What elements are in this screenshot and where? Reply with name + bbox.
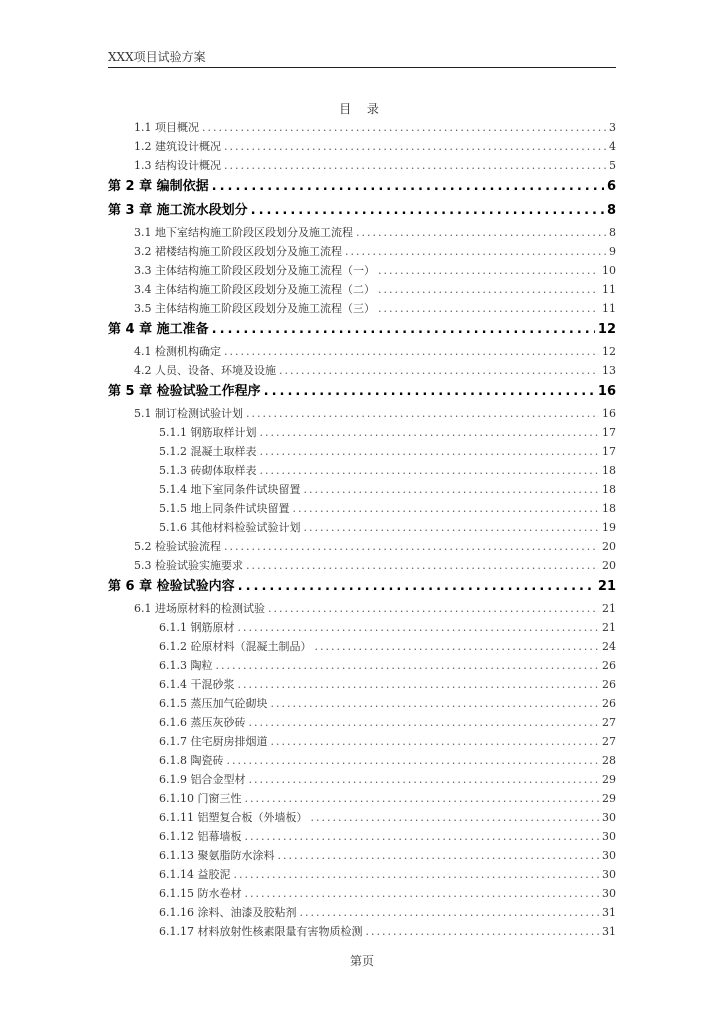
toc-entry-label [159, 790, 242, 807]
toc-section-entry[interactable] [108, 460, 616, 479]
toc-dot-leader [246, 557, 599, 574]
toc-dot-leader [234, 866, 600, 883]
toc-entry-label [159, 714, 246, 731]
toc-entry-text: 检测机构确定 [155, 345, 221, 358]
toc-dot-leader [260, 443, 600, 460]
toc-section-entry[interactable] [108, 155, 616, 174]
toc-dot-leader [293, 500, 600, 517]
toc-entry-number: 5.1.5 [159, 502, 187, 515]
toc-page-number: 31 [602, 925, 616, 938]
toc-entry-text: 编制依据 [156, 179, 209, 194]
toc-page-number: 21 [602, 621, 616, 634]
toc-entry-label [159, 619, 235, 636]
toc-dot-leader [356, 224, 606, 241]
toc-page-number: 30 [602, 830, 616, 843]
toc-entry-number: 6.1.1 [159, 621, 187, 634]
toc-section-entry[interactable] [108, 674, 616, 693]
toc-section-entry[interactable] [108, 441, 616, 460]
toc-entry-text: 铝合金型材 [190, 773, 246, 786]
toc-entry-text: 钢筋取样计划 [190, 426, 257, 439]
toc-dot-leader [224, 157, 606, 174]
toc-section-entry[interactable] [108, 693, 616, 712]
toc-page-number: 26 [602, 659, 616, 672]
toc-section-entry[interactable] [108, 117, 616, 136]
toc-page-number: 29 [602, 792, 616, 805]
toc-entry-label [134, 262, 375, 279]
toc-page-number: 5 [609, 159, 616, 172]
toc-dot-leader [238, 676, 600, 693]
toc-entry-label [159, 885, 242, 902]
toc-page-number: 26 [602, 697, 616, 710]
toc-entry-label [159, 923, 363, 940]
toc-dot-leader [212, 319, 595, 341]
toc-entry-number: 第 5 章 [108, 384, 153, 399]
toc-dot-leader [366, 923, 600, 940]
toc-entry-number: 5.1.1 [159, 426, 187, 439]
toc-dot-leader [300, 904, 600, 921]
toc-chapter-entry[interactable] [108, 174, 616, 198]
page-footer: 第页 [349, 954, 374, 968]
toc-section-entry[interactable] [108, 536, 616, 555]
toc-page-number: 13 [602, 364, 616, 377]
toc-chapter-entry[interactable] [108, 574, 616, 598]
toc-entry-label [159, 828, 242, 845]
toc-entry-text: 防水卷材 [197, 887, 242, 900]
toc-entry-label [159, 676, 235, 693]
toc-section-entry[interactable] [108, 788, 616, 807]
toc-entry-text: 干混砂浆 [190, 678, 235, 691]
toc-dot-leader [249, 714, 600, 731]
toc-entry-text: 砖砌体取样表 [190, 464, 257, 477]
toc-section-entry[interactable] [108, 279, 616, 298]
toc-section-entry[interactable] [108, 517, 616, 536]
toc-section-entry[interactable] [108, 883, 616, 902]
toc-section-entry[interactable] [108, 750, 616, 769]
toc-entry-label [159, 500, 290, 517]
toc-entry-label [134, 243, 342, 260]
toc-entry-number: 1.1 [134, 121, 152, 134]
toc-entry-number: 5.1.6 [159, 521, 187, 534]
toc-entry-text: 地下室同条件试块留置 [190, 483, 301, 496]
toc-dot-leader [202, 119, 606, 136]
toc-entry-number: 5.1.4 [159, 483, 187, 496]
toc-entry-text: 其他材料检验试验计划 [190, 521, 301, 534]
toc-section-entry[interactable] [108, 921, 616, 940]
toc-entry-number: 5.1.3 [159, 464, 187, 477]
toc-dot-leader [264, 381, 595, 403]
toc-section-entry[interactable] [108, 769, 616, 788]
toc-entry-text: 施工准备 [156, 322, 209, 337]
toc-entry-label [134, 343, 221, 360]
toc-entry-label [108, 381, 261, 403]
toc-section-entry[interactable] [108, 655, 616, 674]
toc-entry-label [159, 847, 275, 864]
toc-entry-text: 检验试验工作程序 [156, 384, 261, 399]
toc-page-number: 17 [602, 445, 616, 458]
toc-entry-label [108, 176, 209, 198]
toc-entry-number: 6.1.12 [159, 830, 194, 843]
toc-section-entry[interactable] [108, 360, 616, 379]
toc-entry-number: 第 4 章 [108, 322, 153, 337]
toc-entry-number: 6.1.5 [159, 697, 187, 710]
toc-section-entry[interactable] [108, 807, 616, 826]
toc-section-entry[interactable] [108, 498, 616, 517]
toc-entry-number: 3.2 [134, 245, 152, 258]
toc-page-number: 4 [609, 140, 616, 153]
toc-entry-label [134, 138, 221, 155]
toc-entry-number: 6.1.7 [159, 735, 187, 748]
toc-chapter-entry[interactable] [108, 317, 616, 341]
toc-section-entry[interactable] [108, 712, 616, 731]
toc-entry-number: 第 6 章 [108, 579, 153, 594]
toc-page-number: 19 [602, 521, 616, 534]
toc-entry-number: 1.2 [134, 140, 152, 153]
toc-entry-label [159, 809, 308, 826]
toc-entry-text: 主体结构施工阶段区段划分及施工流程（二） [155, 283, 375, 296]
toc-entry-text: 门窗三性 [197, 792, 242, 805]
toc-page-number: 26 [602, 678, 616, 691]
toc-entry-label [159, 519, 301, 536]
toc-section-entry[interactable] [108, 617, 616, 636]
toc-page-number: 16 [597, 384, 616, 399]
toc-page-number: 8 [606, 203, 616, 218]
toc-entry-text: 制订检测试验计划 [155, 407, 243, 420]
toc-entry-label [159, 424, 257, 441]
toc-dot-leader [279, 362, 599, 379]
toc-page-number: 18 [602, 502, 616, 515]
toc-entry-label [159, 657, 213, 674]
toc-entry-number: 6.1.15 [159, 887, 194, 900]
toc-dot-leader [245, 885, 600, 902]
toc-entry-number: 6.1.14 [159, 868, 194, 881]
toc-entry-label [134, 362, 276, 379]
toc-entry-label [159, 771, 246, 788]
toc-page-number: 21 [597, 579, 616, 594]
toc-entry-number: 4.1 [134, 345, 152, 358]
toc-dot-leader [304, 519, 600, 536]
toc-page-number: 11 [602, 283, 616, 296]
toc-dot-leader [227, 752, 600, 769]
toc-entry-text: 人员、设备、环境及设施 [155, 364, 276, 377]
toc-entry-number: 3.5 [134, 302, 152, 315]
toc-entry-label [134, 405, 243, 422]
toc-dot-leader [378, 281, 599, 298]
toc-dot-leader [216, 657, 600, 674]
toc-page-number: 10 [602, 264, 616, 277]
toc-entry-text: 陶瓷砖 [190, 754, 224, 767]
toc-entry-label [134, 300, 375, 317]
toc-section-entry[interactable] [108, 341, 616, 360]
toc-entry-number: 5.2 [134, 540, 152, 553]
toc-page-number: 18 [602, 483, 616, 496]
toc-section-entry[interactable] [108, 403, 616, 422]
toc-entry-text: 铝幕墙板 [197, 830, 242, 843]
toc-entry-number: 3.3 [134, 264, 152, 277]
toc-dot-leader [278, 847, 600, 864]
toc-entry-label [159, 752, 224, 769]
toc-entry-label [108, 200, 248, 222]
toc-dot-leader [260, 424, 600, 441]
toc-entry-label [108, 319, 209, 341]
toc-entry-label [159, 462, 257, 479]
toc-entry-number: 5.1.2 [159, 445, 187, 458]
toc-entry-label [134, 119, 199, 136]
toc-entry-label [134, 557, 243, 574]
toc-entry-number: 5.1 [134, 407, 152, 420]
toc-entry-label [159, 638, 312, 655]
toc-section-entry[interactable] [108, 731, 616, 750]
toc-entry-label [159, 481, 301, 498]
toc-entry-label [159, 695, 268, 712]
toc-page-number: 12 [602, 345, 616, 358]
toc-page-number: 9 [609, 245, 616, 258]
toc-entry-number: 3.1 [134, 226, 152, 239]
toc-page-number: 28 [602, 754, 616, 767]
toc-entry-number: 3.4 [134, 283, 152, 296]
toc-dot-leader [304, 481, 600, 498]
toc-entry-label [134, 538, 221, 555]
toc-entry-label [159, 904, 297, 921]
toc-page-number: 12 [597, 322, 616, 337]
toc-dot-leader [238, 619, 600, 636]
toc-dot-leader [251, 200, 604, 222]
toc-entry-number: 6.1.11 [159, 811, 194, 824]
toc-entry-number: 4.2 [134, 364, 152, 377]
toc-page-number: 8 [609, 226, 616, 239]
toc-entry-number: 第 3 章 [108, 203, 153, 218]
toc-page-number: 17 [602, 426, 616, 439]
toc-page-number: 30 [602, 849, 616, 862]
toc-dot-leader [271, 695, 600, 712]
toc-heading: 目 录 [339, 102, 385, 116]
toc-entry-number: 6.1.13 [159, 849, 194, 862]
toc-section-entry[interactable] [108, 222, 616, 241]
toc-entry-text: 益胶泥 [197, 868, 231, 881]
toc-page-number: 29 [602, 773, 616, 786]
toc-entry-text: 建筑设计概况 [155, 140, 221, 153]
toc-entry-number: 6.1.2 [159, 640, 187, 653]
toc-dot-leader [378, 300, 599, 317]
toc-entry-text: 住宅厨房排烟道 [190, 735, 268, 748]
toc-dot-leader [249, 771, 600, 788]
toc-dot-leader [246, 405, 599, 422]
toc-section-entry[interactable] [108, 902, 616, 921]
toc-entry-text: 项目概况 [155, 121, 199, 134]
toc-dot-leader [268, 600, 599, 617]
toc-section-entry[interactable] [108, 555, 616, 574]
toc-page-number: 31 [602, 906, 616, 919]
toc-entry-number: 6.1.16 [159, 906, 194, 919]
toc-entry-number: 5.3 [134, 559, 152, 572]
toc-entry-text: 施工流水段划分 [156, 203, 248, 218]
toc-page-number: 30 [602, 887, 616, 900]
running-header: XXX项目试验方案 [108, 48, 616, 68]
toc-page-number: 21 [602, 602, 616, 615]
toc-dot-leader [345, 243, 606, 260]
toc-entry-label [134, 600, 265, 617]
toc-dot-leader [311, 809, 600, 826]
toc-entry-text: 材料放射性核素限量有害物质检测 [197, 925, 363, 938]
toc-section-entry[interactable] [108, 864, 616, 883]
toc-entry-number: 6.1.3 [159, 659, 187, 672]
toc-entry-text: 进场原材料的检测试验 [155, 602, 265, 615]
toc-dot-leader [315, 638, 600, 655]
toc-entry-text: 检验试验流程 [155, 540, 221, 553]
toc-page-number: 3 [609, 121, 616, 134]
toc-entry-text: 地下室结构施工阶段区段划分及施工流程 [155, 226, 353, 239]
toc-entry-text: 聚氨脂防水涂料 [197, 849, 275, 862]
toc-entry-text: 地上同条件试块留置 [190, 502, 290, 515]
toc-section-entry[interactable] [108, 598, 616, 617]
toc-dot-leader [224, 538, 599, 555]
toc-entry-label [159, 443, 257, 460]
toc-entry-number: 6.1.6 [159, 716, 187, 729]
toc-entry-text: 砼原材料（混凝土制品） [190, 640, 312, 653]
toc-page-number: 27 [602, 716, 616, 729]
toc-entry-text: 铝塑复合板（外墙板） [197, 811, 308, 824]
toc-entry-text: 涂料、油漆及胶粘剂 [197, 906, 297, 919]
toc-section-entry[interactable] [108, 826, 616, 845]
toc-page-number: 20 [602, 559, 616, 572]
toc-section-entry[interactable] [108, 479, 616, 498]
toc-page-number: 30 [602, 811, 616, 824]
toc-entry-text: 主体结构施工阶段区段划分及施工流程（一） [155, 264, 375, 277]
toc-entry-text: 结构设计概况 [155, 159, 221, 172]
toc-dot-leader [271, 733, 600, 750]
toc-page-number: 18 [602, 464, 616, 477]
toc-section-entry[interactable] [108, 136, 616, 155]
toc-entry-number: 6.1.8 [159, 754, 187, 767]
toc-entry-label [134, 224, 353, 241]
toc-entry-number: 6.1.4 [159, 678, 187, 691]
toc-dot-leader [245, 828, 600, 845]
toc-section-entry[interactable] [108, 636, 616, 655]
toc-page-number: 16 [602, 407, 616, 420]
toc-entry-number: 第 2 章 [108, 179, 153, 194]
toc-entry-label [134, 281, 375, 298]
toc-section-entry[interactable] [108, 422, 616, 441]
toc-entry-text: 主体结构施工阶段区段划分及施工流程（三） [155, 302, 375, 315]
toc-entry-number: 6.1 [134, 602, 152, 615]
toc-dot-leader [260, 462, 600, 479]
toc-entry-text: 裙楼结构施工阶段区段划分及施工流程 [155, 245, 342, 258]
toc-entry-label [159, 866, 231, 883]
toc-page-number: 20 [602, 540, 616, 553]
toc-entry-text: 陶粒 [190, 659, 213, 672]
toc-page-number: 24 [602, 640, 616, 653]
toc-entry-text: 检验试验内容 [156, 579, 235, 594]
toc-entry-text: 蒸压加气砼砌块 [190, 697, 268, 710]
toc-entry-text: 钢筋原材 [190, 621, 235, 634]
toc-dot-leader [212, 176, 604, 198]
toc-entry-label [159, 733, 268, 750]
toc-entry-text: 蒸压灰砂砖 [190, 716, 246, 729]
table-of-contents [108, 117, 616, 940]
toc-page-number: 6 [606, 179, 616, 194]
toc-dot-leader [224, 138, 606, 155]
toc-entry-number: 1.3 [134, 159, 152, 172]
toc-section-entry[interactable] [108, 298, 616, 317]
toc-entry-text: 混凝土取样表 [190, 445, 257, 458]
toc-dot-leader [245, 790, 600, 807]
toc-chapter-entry[interactable] [108, 198, 616, 222]
toc-page-number: 30 [602, 868, 616, 881]
toc-entry-number: 6.1.9 [159, 773, 187, 786]
toc-entry-number: 6.1.10 [159, 792, 194, 805]
toc-entry-number: 6.1.17 [159, 925, 194, 938]
toc-section-entry[interactable] [108, 260, 616, 279]
toc-entry-text: 检验试验实施要求 [155, 559, 243, 572]
toc-chapter-entry[interactable] [108, 379, 616, 403]
toc-page-number: 27 [602, 735, 616, 748]
toc-entry-label [134, 157, 221, 174]
toc-dot-leader [238, 576, 595, 598]
toc-page-number: 11 [602, 302, 616, 315]
toc-dot-leader [378, 262, 599, 279]
toc-entry-label [108, 576, 235, 598]
toc-dot-leader [224, 343, 599, 360]
toc-section-entry[interactable] [108, 241, 616, 260]
toc-section-entry[interactable] [108, 845, 616, 864]
